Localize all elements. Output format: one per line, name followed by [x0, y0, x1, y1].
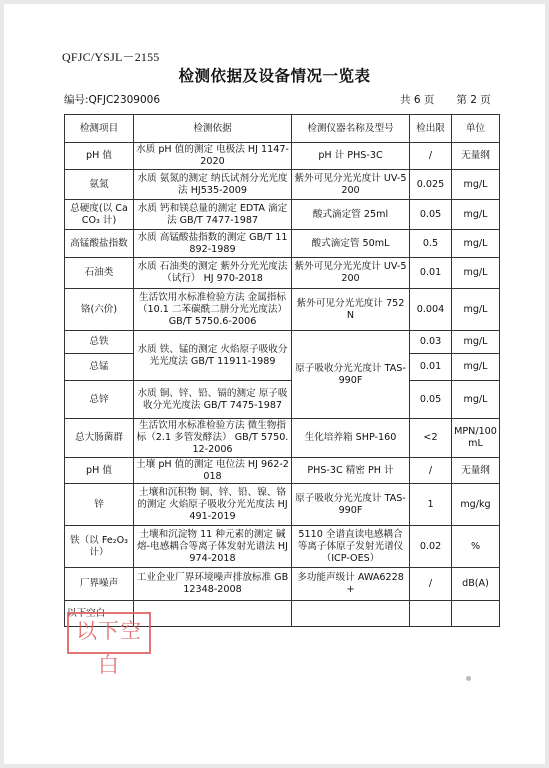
basis-cell: 土壤和沉淀物 11 种元素的测定 碱熔-电感耦合等离子体发射光谱法 HJ 974-2018: [134, 526, 292, 568]
item-cell: 石油类: [65, 258, 134, 289]
limit-cell: 0.02: [410, 526, 452, 568]
basis-cell: 水质 铜、锌、铅、镉的测定 原子吸收分光光度法 GB/T 7475-1987: [134, 381, 292, 419]
table-row: [65, 170, 500, 200]
limit-cell: 0.004: [410, 289, 452, 331]
table-row: [65, 568, 500, 601]
table-row: [65, 230, 500, 258]
basis-cell: 工业企业厂界环境噪声排放标准 GB 12348-2008: [134, 568, 292, 601]
unit-cell: mg/L: [452, 258, 500, 289]
blank-stamp: 以下空白: [67, 612, 151, 654]
page-info: [400, 92, 491, 107]
instrument-cell: pH 计 PHS-3C: [292, 143, 410, 170]
table-row: [65, 289, 500, 331]
instrument-cell: 紫外可见分光光度计 UV-5200: [292, 170, 410, 200]
table-header-row: [65, 115, 500, 143]
instrument-cell: 紫外可见分光光度计 752N: [292, 289, 410, 331]
item-cell: 铁（以 Fe₂O₃ 计）: [65, 526, 134, 568]
document-number: 编号:QFJC2309006: [64, 94, 161, 106]
basis-cell: 生活饮用水标准检验方法 金属指标（10.1 二苯碳酰二肼分光光度法） GB/T 5750.6-2006: [134, 289, 292, 331]
limit-cell: 0.01: [410, 354, 452, 381]
table-row: [65, 381, 500, 419]
limit-cell: 1: [410, 484, 452, 526]
limit-cell: 0.5: [410, 230, 452, 258]
tail-text: 以下空白: [67, 607, 106, 619]
unit-cell: dB(A): [452, 568, 500, 601]
item-cell: 锌: [65, 484, 134, 526]
instrument-cell: 酸式滴定管 50mL: [292, 230, 410, 258]
column-header: 检出限: [410, 115, 452, 143]
item-cell: 总锰: [65, 354, 134, 381]
basis-cell: 水质 高锰酸盐指数的测定 GB/T 11892-1989: [134, 230, 292, 258]
instrument-cell: 多功能声级计 AWA6228+: [292, 568, 410, 601]
table-row: [65, 200, 500, 230]
instrument-cell: 紫外可见分光光度计 UV-5200: [292, 258, 410, 289]
basis-cell: 水质 钙和镁总量的测定 EDTA 滴定法 GB/T 7477-1987: [134, 200, 292, 230]
table-row: [65, 419, 500, 458]
limit-cell: 0.05: [410, 200, 452, 230]
basis-cell: 水质 氨氮的测定 纳氏试剂分光光度法 HJ535-2009: [134, 170, 292, 200]
basis-cell: 土壤和沉积物 铜、锌、铅、镍、铬的测定 火焰原子吸收分光光度法 HJ 491-2019: [134, 484, 292, 526]
column-header: 检测项目: [65, 115, 134, 143]
unit-cell: mg/kg: [452, 484, 500, 526]
table-row: [65, 258, 500, 289]
unit-cell: mg/L: [452, 289, 500, 331]
limit-cell: 0.03: [410, 331, 452, 354]
table-row: [65, 331, 500, 354]
limit-cell: /: [410, 143, 452, 170]
basis-cell: 水质 pH 值的测定 电极法 HJ 1147-2020: [134, 143, 292, 170]
limit-cell: /: [410, 568, 452, 601]
unit-cell: 无量纲: [452, 458, 500, 484]
table-row: [65, 458, 500, 484]
instrument-cell: 原子吸收分光光度计 TAS-990F: [292, 331, 410, 419]
column-header: 单位: [452, 115, 500, 143]
limit-cell: 0.025: [410, 170, 452, 200]
unit-cell: mg/L: [452, 170, 500, 200]
instrument-cell: 原子吸收分光光度计 TAS-990F: [292, 484, 410, 526]
table-row: [65, 143, 500, 170]
instrument-cell: 生化培养箱 SHP-160: [292, 419, 410, 458]
item-cell: 高锰酸盐指数: [65, 230, 134, 258]
instrument-cell: 酸式滴定管 25ml: [292, 200, 410, 230]
instrument-cell: PHS-3C 精密 PH 计: [292, 458, 410, 484]
unit-cell: MPN/100mL: [452, 419, 500, 458]
item-cell: 氨氮: [65, 170, 134, 200]
item-cell: pH 值: [65, 143, 134, 170]
item-cell: 总锌: [65, 381, 134, 419]
item-cell: pH 值: [65, 458, 134, 484]
limit-cell: 0.01: [410, 258, 452, 289]
document-code: QFJC/YSJL－2155: [62, 50, 160, 64]
item-cell: 厂界噪声: [65, 568, 134, 601]
page-title: 检测依据及设备情况一览表: [178, 67, 371, 85]
unit-cell: mg/L: [452, 331, 500, 354]
item-cell: 铬(六价): [65, 289, 134, 331]
unit-cell: mg/L: [452, 381, 500, 419]
basis-cell: 生活饮用水标准检验方法 微生物指标（2.1 多管发酵法） GB/T 5750.12-2006: [134, 419, 292, 458]
item-cell: 总大肠菌群: [65, 419, 134, 458]
item-cell: 总硬度(以 CaCO₃ 计): [65, 200, 134, 230]
table-row: [65, 526, 500, 568]
scan-dot: [466, 676, 471, 681]
total-pages: 共 6 页: [400, 94, 435, 106]
basis-cell: 水质 石油类的测定 紫外分光光度法（试行） HJ 970-2018: [134, 258, 292, 289]
table-row: [65, 484, 500, 526]
unit-cell: %: [452, 526, 500, 568]
column-header: 检测仪器名称及型号: [292, 115, 410, 143]
unit-cell: mg/L: [452, 354, 500, 381]
column-header: 检测依据: [134, 115, 292, 143]
unit-cell: mg/L: [452, 200, 500, 230]
limit-cell: 0.05: [410, 381, 452, 419]
instrument-cell: 5110 全谱直读电感耦合等离子体原子发射光谱仪（ICP-OES）: [292, 526, 410, 568]
basis-cell: 土壤 pH 值的测定 电位法 HJ 962-2018: [134, 458, 292, 484]
unit-cell: 无量纲: [452, 143, 500, 170]
page-number: 第 2 页: [456, 94, 491, 106]
item-cell: 总铁: [65, 331, 134, 354]
unit-cell: mg/L: [452, 230, 500, 258]
equipment-table: [64, 114, 500, 627]
limit-cell: /: [410, 458, 452, 484]
basis-cell: 水质 铁、锰的测定 火焰原子吸收分光光度法 GB/T 11911-1989: [134, 331, 292, 381]
limit-cell: <2: [410, 419, 452, 458]
